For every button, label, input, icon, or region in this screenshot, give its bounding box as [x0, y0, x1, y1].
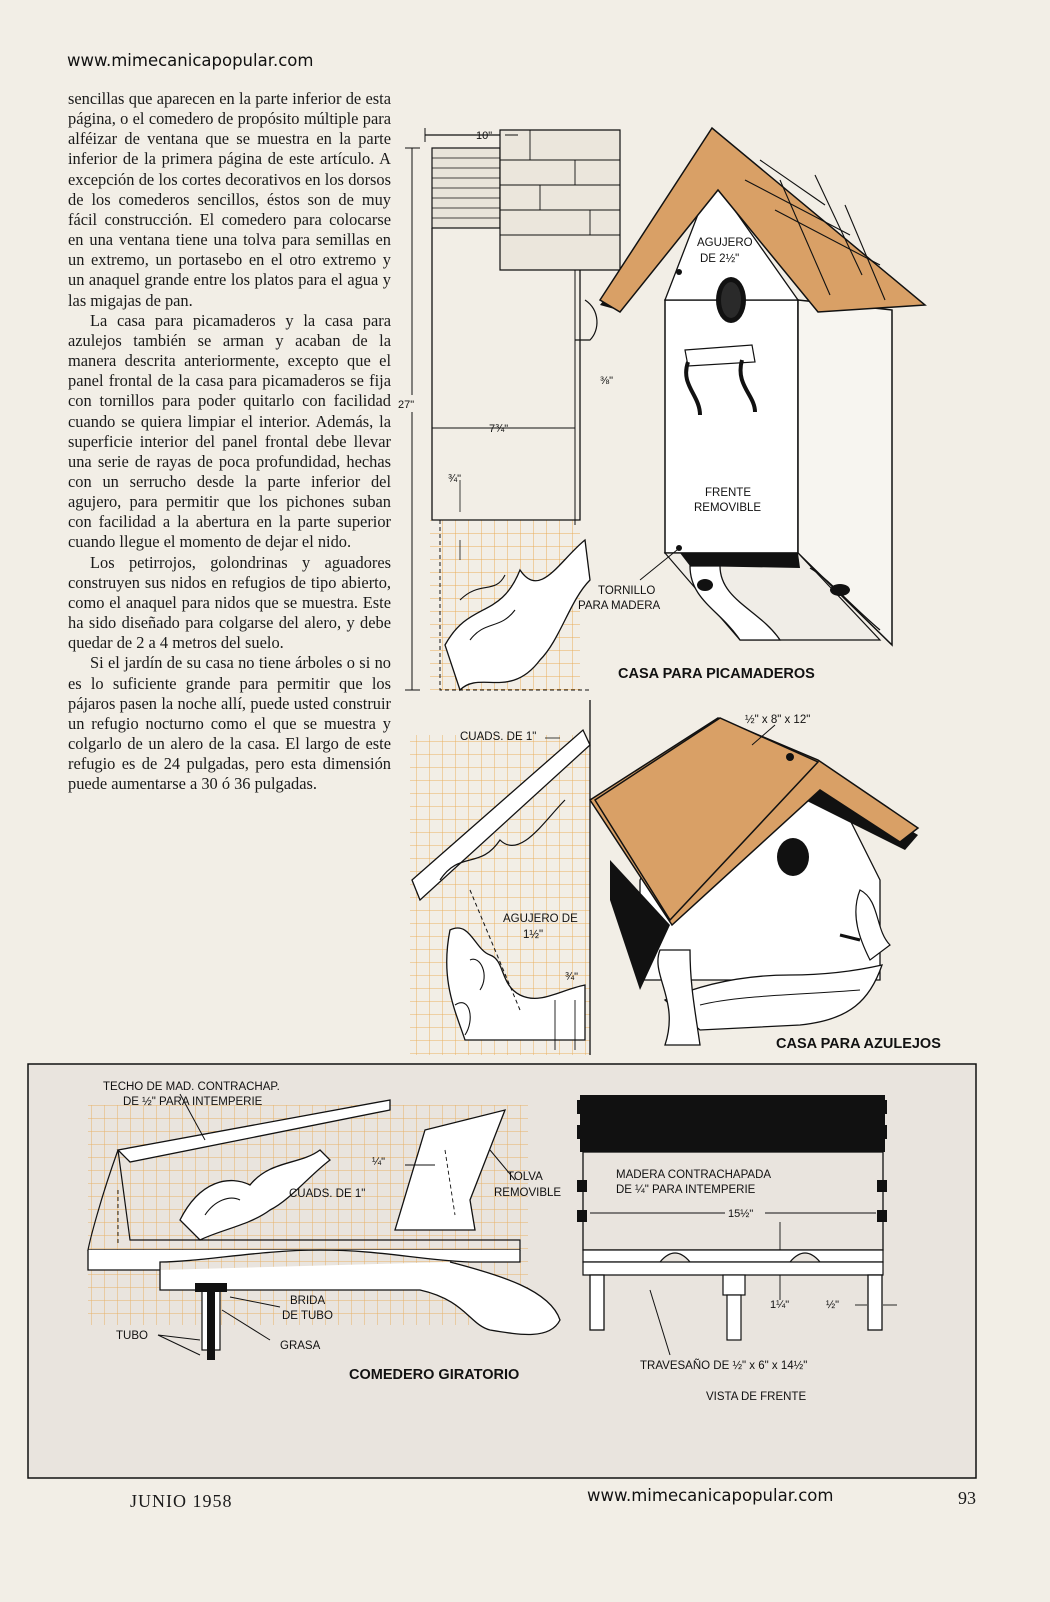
comedero-front-view-label: VISTA DE FRENTE	[706, 1391, 807, 1403]
comedero-plywood-label-1: MADERA CONTRACHAPADA	[616, 1169, 772, 1181]
site-url-top: www.mimecanicapopular.com	[67, 51, 314, 70]
paragraph-4: Si el jardín de su casa no tiene árboles o si no es lo suficiente grande para permitir que los pájaros pasen la noche allí, puede usted construir un refugio nocturno como el que se muestra y colgarlo de un alero de la casa. El largo de este refugio es de 24 pulgadas, pero esta dimensión puede aumentarse a 30 ó 36 pulgadas.	[68, 653, 391, 794]
comedero-dim-one-quarter: 1¼"	[770, 1299, 790, 1311]
picamaderos-caption: CASA PARA PICAMADEROS	[618, 666, 815, 682]
comedero-crossbar-label: TRAVESAÑO DE ½" x 6" x 14½"	[640, 1360, 808, 1372]
picamaderos-dim-width: 10"	[476, 130, 493, 142]
picamaderos-dim-three-quarters: ¾"	[448, 473, 462, 485]
comedero-roof-label-1: TECHO DE MAD. CONTRACHAP.	[103, 1081, 280, 1093]
comedero-roof-label-2: DE ½" PARA INTEMPERIE	[123, 1096, 263, 1108]
comedero-hopper-label-2: REMOVIBLE	[494, 1187, 562, 1199]
picamaderos-screw-label-1: TORNILLO	[598, 585, 656, 597]
picamaderos-house	[578, 128, 925, 682]
comedero-dim-width: 15½"	[728, 1208, 754, 1220]
picamaderos-dim-inner: 7¾"	[489, 423, 509, 435]
picamaderos-hole-label-2: DE 2½"	[700, 253, 740, 265]
azulejos-hole-label-2: 1½"	[523, 929, 544, 941]
azulejos-house	[590, 714, 941, 1052]
page-number: 93	[958, 1488, 976, 1508]
comedero-quarter: ¼"	[372, 1156, 386, 1168]
comedero-flange-label-2: DE TUBO	[282, 1310, 333, 1322]
azulejos-caption: CASA PARA AZULEJOS	[776, 1036, 941, 1052]
footer-date: JUNIO 1958	[130, 1491, 233, 1511]
comedero-grid-label: CUADS. DE 1"	[289, 1188, 366, 1200]
paragraph-3: Los petirrojos, golondrinas y aguadores construyen sus nidos en refugios de tipo abierto, como el anaquel para nidos que se muestra. Este ha sido diseñado para colgarse del alero, y debe quedar de 2 a 4 metros del suelo.	[68, 552, 391, 653]
azulejos-grid-label: CUADS. DE 1"	[460, 731, 537, 743]
picamaderos-dim-three-eighths: ⅜"	[600, 375, 614, 387]
azulejos-side-drawing	[410, 700, 590, 1055]
picamaderos-front-label-1: FRENTE	[705, 487, 751, 499]
comedero-hopper-label-1: TOLVA	[507, 1171, 543, 1183]
azulejos-roof-dim: ½" x 8" x 12"	[745, 714, 811, 726]
comedero-grease-label: GRASA	[280, 1340, 321, 1352]
comedero-flange-label-1: BRIDA	[290, 1295, 326, 1307]
picamaderos-dim-height: 27"	[398, 399, 415, 411]
site-url-bottom: www.mimecanicapopular.com	[587, 1486, 834, 1505]
comedero-plywood-label-2: DE ¼" PARA INTEMPERIE	[616, 1184, 756, 1196]
comedero-caption: COMEDERO GIRATORIO	[349, 1367, 520, 1383]
paragraph-1: sencillas que aparecen en la parte inferior de esta página, o el comedero de propósito múltiple para alféizar de ventana que se muestra en la parte inferior de la primera página de este artículo. A excepción de los cortes decorativos en los dorsos de los comederos sencillos, éstos son de muy fácil construcción. El comedero para colocarse en una ventana tiene una tolva para semillas en un extremo, un portasebo en el otro extremo y un anaquel grande entre los platos para el agua y las migajas de pan.	[68, 89, 391, 310]
paragraph-2: La casa para picamaderos y la casa para azulejos también se arman y acaban de la manera descrita anteriormente, excepto que el panel frontal de la casa para picamaderos se fija con tornillos para poder quitarlo con facilidad cuando se quiera limpiar el interior. Además, la superficie interior del panel frontal debe llevar una serie de rayas de poca profundidad, hechas con un serrucho desde la parte inferior del agujero, para permitir que los pichones suban con facilidad a la abertura en la parte superior cuando llegue el momento de dejar el nido.	[68, 310, 391, 552]
azulejos-dim-three-quarters: ¾"	[565, 971, 579, 983]
azulejos-hole-label-1: AGUJERO DE	[503, 913, 578, 925]
picamaderos-hole-label-1: AGUJERO	[697, 237, 753, 249]
picamaderos-front-label-2: REMOVIBLE	[694, 502, 762, 514]
comedero-dim-half: ½"	[826, 1299, 840, 1311]
comedero-panel	[28, 1064, 976, 1478]
picamaderos-screw-label-2: PARA MADERA	[578, 600, 661, 612]
comedero-tube-label: TUBO	[116, 1330, 148, 1342]
